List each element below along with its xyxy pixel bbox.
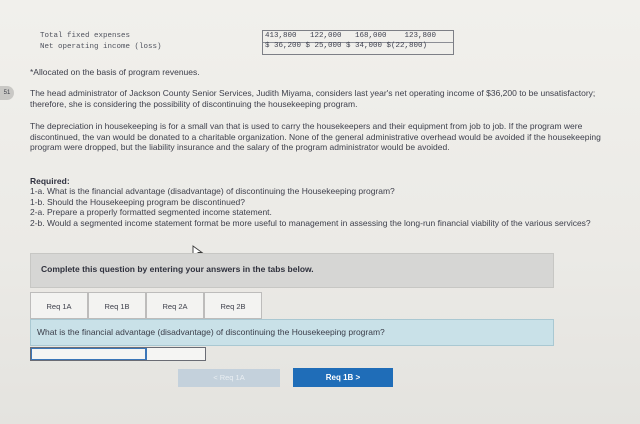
income-statement-values (262, 30, 454, 55)
instruction-banner (30, 253, 554, 288)
fixed-expenses-values: 413,800 122,000 168,000 123,800 (265, 32, 437, 40)
scenario-paragraph-2: The depreciation in housekeeping is for a small van that is used to carry the housekeepers and their equipment from job to job. If the program were discontinued, the van would be donated to a charitable organization. None of the general administrative overhead would be avoided if the housekeeping program were dropped, but the liability insurance and the salary of the program administrator would be avoided. (30, 121, 601, 152)
allocation-footnote: *Allocated on the basis of program revenues. (30, 67, 200, 77)
next-req-button[interactable]: Req 1B > (293, 368, 393, 387)
required-item: 2-b. Would a segmented income statement format be more useful to management in assessing the long-run financial viability of the various services? (30, 217, 591, 228)
tab-req-2b[interactable]: Req 2B (204, 292, 262, 319)
required-heading: Required: (30, 176, 70, 186)
tab-req-1b[interactable]: Req 1B (88, 292, 146, 319)
tab-req-1a[interactable]: Req 1A (30, 292, 88, 319)
answer-amount-input[interactable] (146, 348, 205, 360)
question-bar (30, 319, 554, 346)
instruction-text: Complete this question by entering your answers in the tabs below. (41, 264, 314, 274)
prev-req-button[interactable]: < Req 1A (178, 369, 280, 387)
total-fixed-expenses-label: Total fixed expenses (40, 32, 131, 40)
noi-values: $ 36,200 $ 25,000 $ 34,000 $(22,800) (265, 42, 428, 50)
net-operating-income-label: Net operating income (loss) (40, 43, 162, 51)
tab-req-2a[interactable]: Req 2A (146, 292, 204, 319)
required-item: 1-b. Should the Housekeeping program be discontinued? (30, 196, 246, 207)
scenario-paragraph-1: The head administrator of Jackson County Senior Services, Judith Miyama, considers last year's net operating income of $36,200 to be unsatisfactory; therefore, she is considering the possibility of discontinuing the housekeeping program. (30, 88, 596, 109)
question-text: What is the financial advantage (disadvantage) of discontinuing the Housekeeping program? (37, 327, 385, 337)
required-list (30, 186, 605, 228)
side-question-tab[interactable]: 51 (0, 86, 14, 100)
required-item: 2-a. Prepare a properly formatted segmented income statement. (30, 207, 272, 217)
answer-row (30, 347, 206, 361)
required-item: 1-a. What is the financial advantage (disadvantage) of discontinuing the Housekeeping program? (30, 186, 395, 196)
answer-label-cell[interactable] (31, 348, 146, 360)
